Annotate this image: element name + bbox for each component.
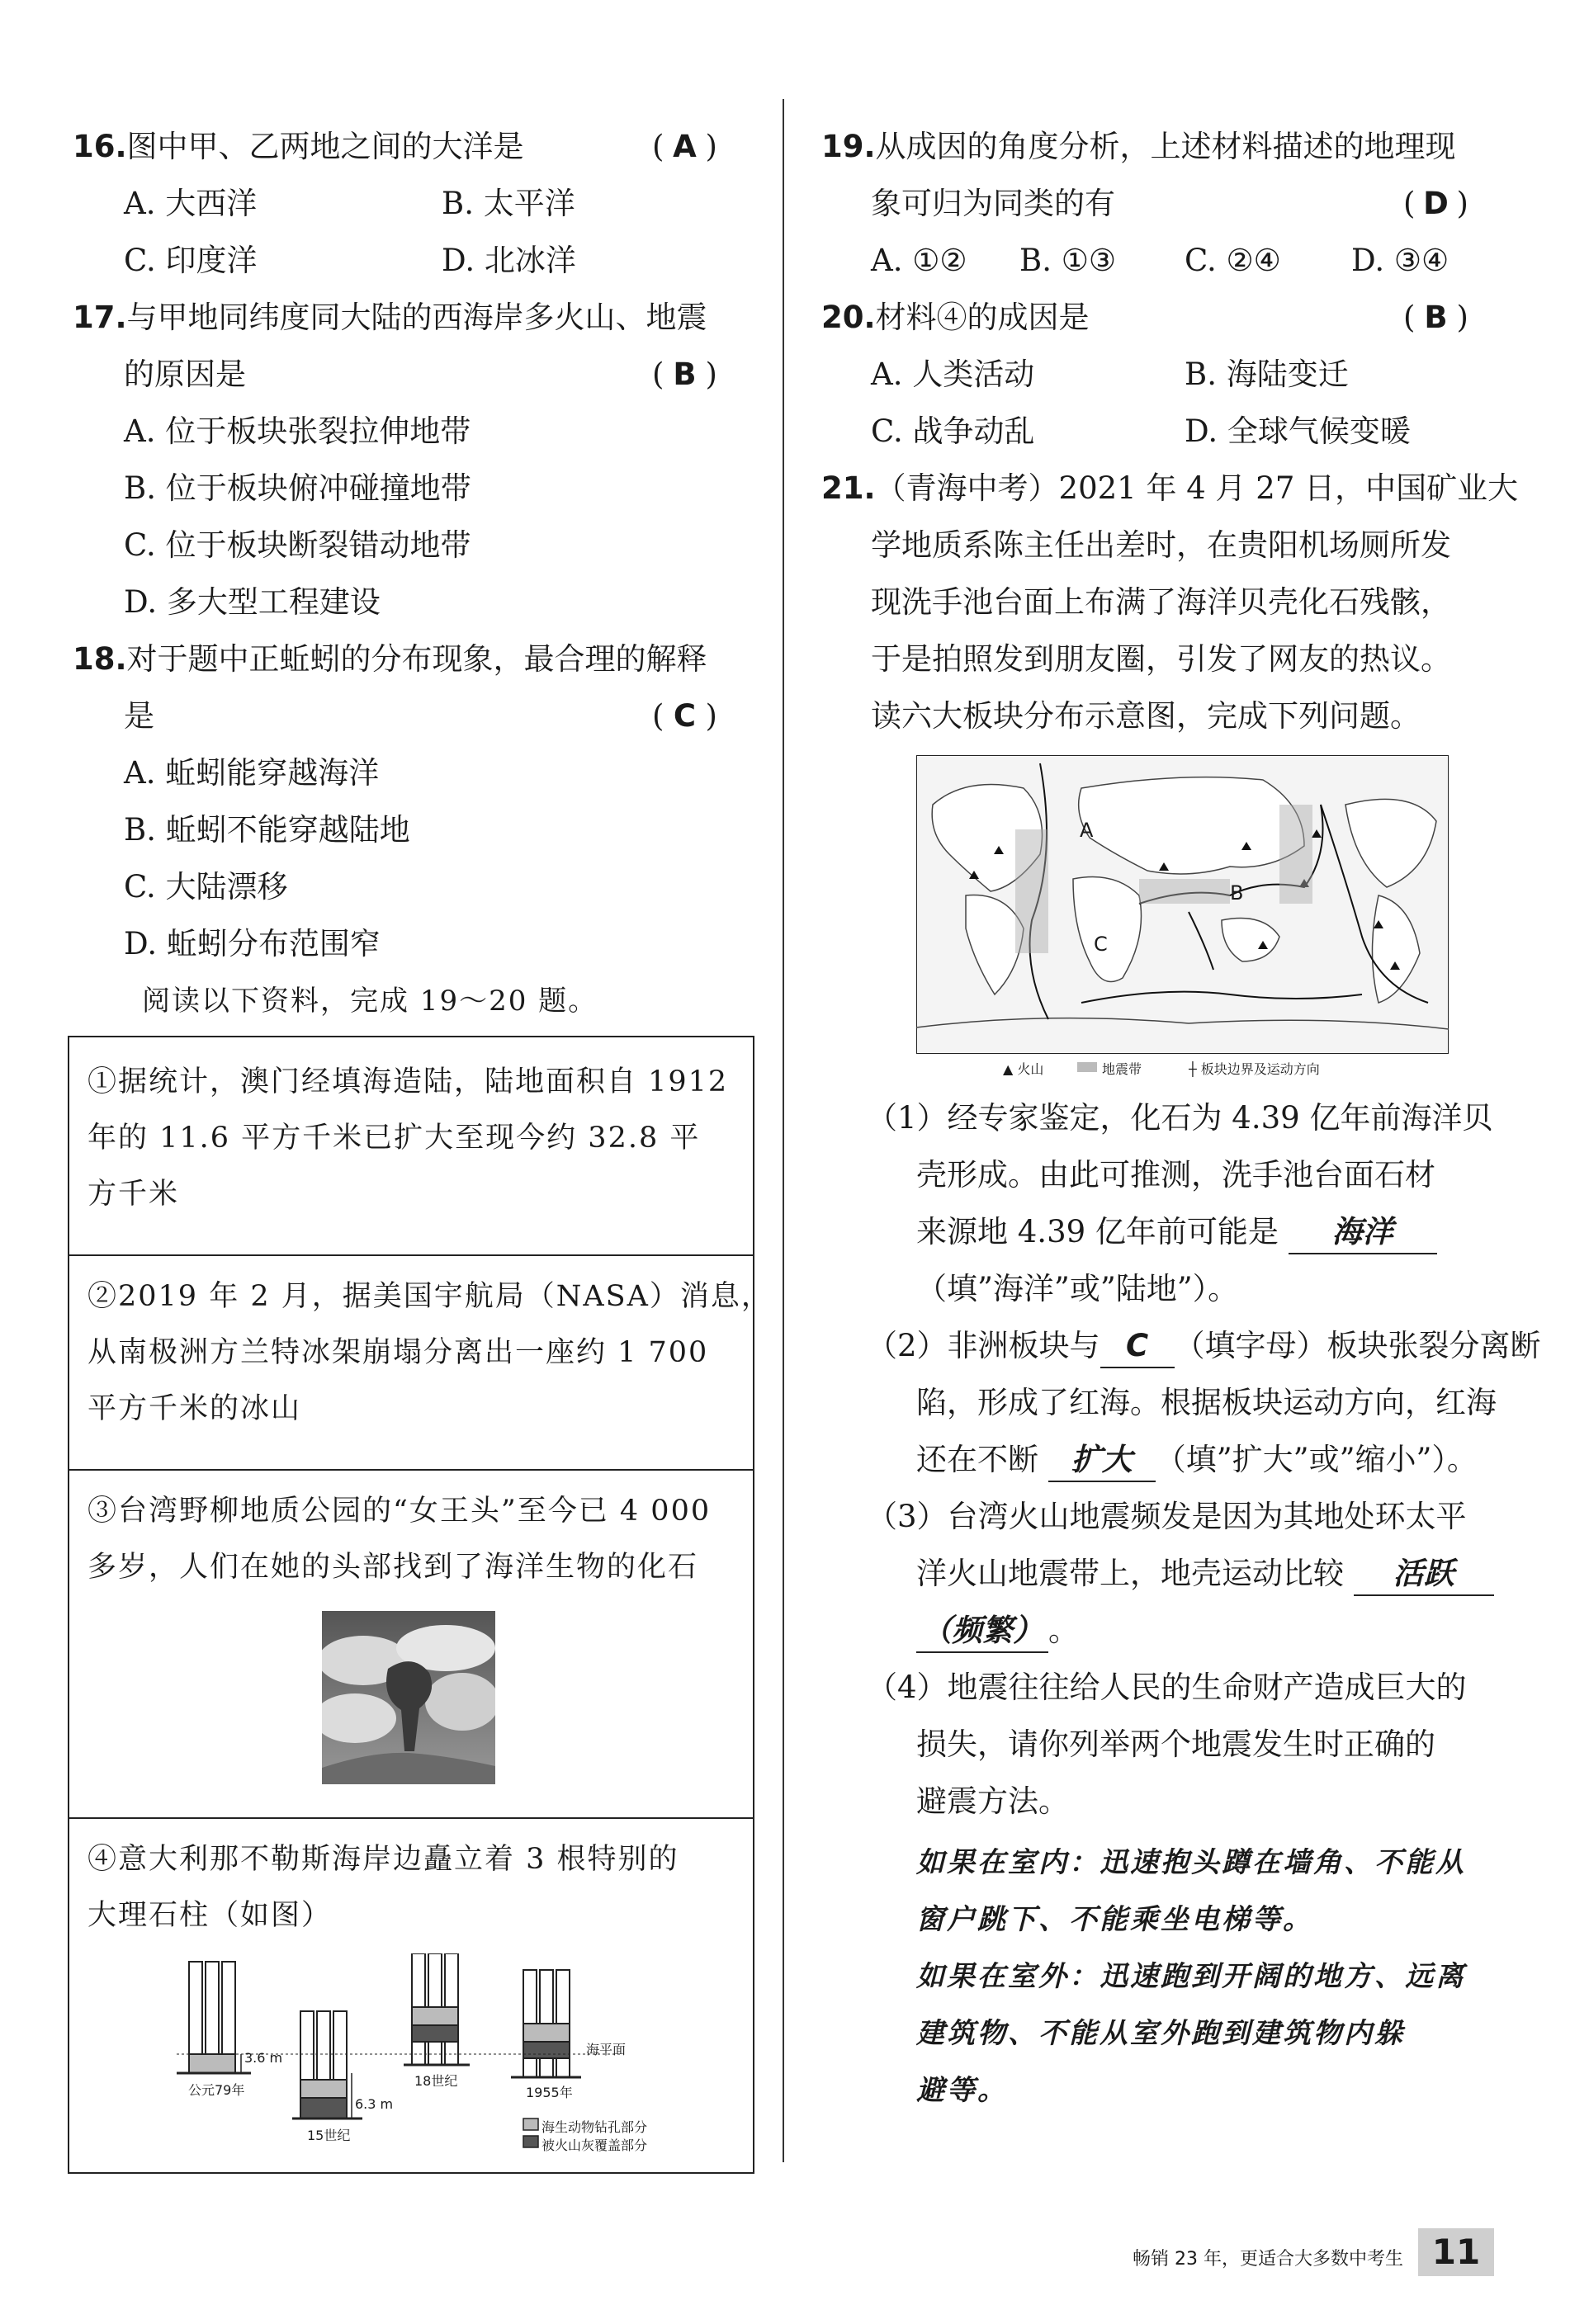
q21-p1-line-4: （填”海洋”或”陆地”）。 xyxy=(916,1271,1239,1306)
legend-bored-part: 海生动物钻孔部分 xyxy=(541,2119,648,2135)
material-3-line-2: 多岁，人们在她的头部找到了海洋生物的化石 xyxy=(87,1551,699,1584)
material-separator xyxy=(69,1817,753,1819)
q21-answer-1: 海洋 xyxy=(1289,1212,1437,1254)
q20-option-a: A. 人类活动 xyxy=(871,357,1035,392)
q21-line-2: 学地质系陈主任出差时，在贵阳机场厕所发 xyxy=(871,527,1451,563)
q21-p2-line-3: 还在不断 扩大 （填”扩大”或”缩小”）。 xyxy=(916,1439,1478,1482)
q18-option-c: C. 大陆漂移 xyxy=(124,869,288,905)
q19-stem-2: 象可归为同类的有 xyxy=(871,186,1115,221)
q17-option-b: B. 位于板块俯冲碰撞地带 xyxy=(124,470,471,506)
material-4-line-2: 大理石柱（如图） xyxy=(87,1899,333,1932)
q19-answer: ( D ) xyxy=(1403,186,1468,221)
q21-answer-4-line-1: 如果在室内：迅速抱头蹲在墙角、不能从 xyxy=(916,1846,1466,1879)
q18-answer: ( C ) xyxy=(652,698,717,734)
q17-option-d: D. 多大型工程建设 xyxy=(124,584,381,620)
material-2-line-2: 从南极洲方兰特冰架崩塌分离出一座约 1 700 xyxy=(87,1336,709,1369)
map-legend-quake: 地震带 xyxy=(1102,1061,1142,1077)
material-1-line-2: 年的 11.6 平方千米已扩大至现今约 32.8 平 xyxy=(87,1122,701,1155)
q21-answer-4-line-5: 避等。 xyxy=(916,2074,1008,2107)
material-1-line-1: ①据统计，澳门经填海造陆，陆地面积自 1912 xyxy=(87,1065,729,1098)
map-legend-quake-swatch xyxy=(1077,1062,1097,1072)
q21-answer-2a: C xyxy=(1100,1325,1175,1368)
q21-line-4: 于是拍照发到朋友圈，引发了网友的热议。 xyxy=(871,641,1451,677)
material-2-line-1: ②2019 年 2 月，据美国宇航局（NASA）消息， xyxy=(87,1280,772,1313)
q21-answer-4-line-3: 如果在室外：迅速跑到开阔的地方、远离 xyxy=(916,1960,1466,1993)
q21-p1-line-3: 来源地 4.39 亿年前可能是 海洋 xyxy=(916,1212,1437,1254)
label-3-6m: 3.6 m xyxy=(244,2050,283,2066)
q21-line-1: 21.（青海中考）2021 年 4 月 27 日，中国矿业大 xyxy=(821,470,1519,506)
q21-answer-2b: 扩大 xyxy=(1048,1439,1156,1482)
label-1955: 1955年 xyxy=(526,2085,573,2100)
material-2-line-3: 平方千米的冰山 xyxy=(87,1392,302,1425)
q21-answer-4-line-2: 窗户跳下、不能乘坐电梯等。 xyxy=(916,1903,1313,1936)
q19-20-intro: 阅读以下资料，完成 19～20 题。 xyxy=(142,985,598,1018)
material-separator xyxy=(69,1254,753,1256)
columns-1955 xyxy=(511,1970,581,2077)
material-1-line-3: 方千米 xyxy=(87,1178,180,1211)
q20-option-b: B. 海陆变迁 xyxy=(1185,357,1349,392)
map-label-c: C xyxy=(1094,933,1108,956)
q18-stem: 18.对于题中正蚯蚓的分布现象，最合理的解释 xyxy=(73,641,707,677)
legend-ash-covered-part: 被火山灰覆盖部分 xyxy=(541,2137,648,2153)
map-legend-boundary: ┼ 板块边界及运动方向 xyxy=(1189,1061,1320,1077)
q21-p3-line-1: （3）台湾火山地震频发是因为其地处环太平 xyxy=(867,1499,1467,1534)
q17-option-a: A. 位于板块张裂拉伸地带 xyxy=(124,413,471,449)
columns-c15 xyxy=(292,2011,362,2119)
q20-stem: 20.材料④的成因是 xyxy=(821,300,1090,335)
material-4-line-1: ④意大利那不勒斯海岸边矗立着 3 根特别的 xyxy=(87,1843,679,1876)
q20-answer: ( B ) xyxy=(1403,300,1468,335)
q16-option-a: A. 大西洋 xyxy=(124,186,258,221)
q20-option-c: C. 战争动乱 xyxy=(871,413,1035,449)
q19-option-a: A. ①② xyxy=(871,243,967,278)
map-label-b: B xyxy=(1230,881,1244,905)
q16-stem: 16.图中甲、乙两地之间的大洋是 xyxy=(73,129,524,164)
q21-answer-4-line-4: 建筑物、不能从室外跑到建筑物内躲 xyxy=(916,2017,1405,2050)
q18-option-b: B. 蚯蚓不能穿越陆地 xyxy=(124,812,410,848)
q19-option-c: C. ②④ xyxy=(1185,243,1281,278)
queens-head-rock-photo xyxy=(322,1611,495,1784)
q16-answer: ( A ) xyxy=(652,129,717,164)
material-3-line-1: ③台湾野柳地质公园的“女王头”至今已 4 000 xyxy=(87,1495,712,1528)
material-separator xyxy=(69,1469,753,1471)
q21-line-5: 读六大板块分布示意图，完成下列问题。 xyxy=(871,698,1421,734)
q21-p1-line-2: 壳形成。由此可推测，洗手池台面石材 xyxy=(916,1157,1435,1193)
q19-option-b: B. ①③ xyxy=(1019,243,1117,278)
page-number: 11 xyxy=(1418,2228,1494,2276)
q19-option-d: D. ③④ xyxy=(1351,243,1449,278)
q17-answer: ( B ) xyxy=(652,357,717,392)
q21-answer-3a: 活跃 xyxy=(1354,1553,1494,1596)
map-label-a: A xyxy=(1080,819,1094,842)
map-legend-volcano: ▲ 火山 xyxy=(1003,1061,1044,1077)
q21-answer-3b: （频繁） xyxy=(916,1610,1048,1653)
label-ad79: 公元79年 xyxy=(188,2082,245,2098)
label-6-3m: 6.3 m xyxy=(355,2096,394,2112)
q21-p2-line-1: （2）非洲板块与 C （填字母）板块张裂分离断 xyxy=(867,1325,1541,1368)
q21-p4-line-2: 损失，请你列举两个地震发生时正确的 xyxy=(916,1726,1435,1762)
q21-p3-line-2: 洋火山地震带上，地壳运动比较 活跃 xyxy=(916,1553,1494,1596)
q21-p4-line-3: 避震方法。 xyxy=(916,1783,1069,1819)
q21-p4-line-1: （4）地震往往给人民的生命财产造成巨大的 xyxy=(867,1670,1467,1705)
q18-option-a: A. 蚯蚓能穿越海洋 xyxy=(124,755,380,791)
columns-c18 xyxy=(404,1953,470,2065)
q18-option-d: D. 蚯蚓分布范围窄 xyxy=(124,926,381,961)
q17-stem-2: 的原因是 xyxy=(124,357,246,392)
q21-line-3: 现洗手池台面上布满了海洋贝壳化石残骸， xyxy=(871,584,1451,620)
label-sea-level: 海平面 xyxy=(586,2042,627,2057)
q21-p2-line-2: 陷，形成了红海。根据板块运动方向，红海 xyxy=(916,1385,1497,1420)
q21-p1-line-1: （1）经专家鉴定，化石为 4.39 亿年前海洋贝 xyxy=(867,1100,1493,1136)
column-divider xyxy=(783,99,784,2162)
footer-slogan: 畅销 23 年，更适合大多数中考生 xyxy=(1133,2249,1403,2270)
columns-ad79 xyxy=(177,1962,251,2073)
materials-box xyxy=(68,1036,772,2174)
q19-stem: 19.从成因的角度分析，上述材料描述的地理现 xyxy=(821,129,1456,164)
q16-option-d: D. 北冰洋 xyxy=(442,243,576,278)
q20-option-d: D. 全球气候变暖 xyxy=(1185,413,1411,449)
q17-stem: 17.与甲地同纬度同大陆的西海岸多火山、地震 xyxy=(73,300,707,335)
six-plates-map xyxy=(916,755,1449,1054)
q18-stem-2: 是 xyxy=(124,698,154,734)
q16-option-b: B. 太平洋 xyxy=(442,186,575,221)
q16-option-c: C. 印度洋 xyxy=(124,243,258,278)
label-c18: 18世纪 xyxy=(414,2073,458,2089)
q21-p3-line-3: （频繁） 。 xyxy=(916,1610,1079,1653)
q17-option-c: C. 位于板块断裂错动地带 xyxy=(124,527,471,563)
label-c15: 15世纪 xyxy=(307,2128,351,2143)
